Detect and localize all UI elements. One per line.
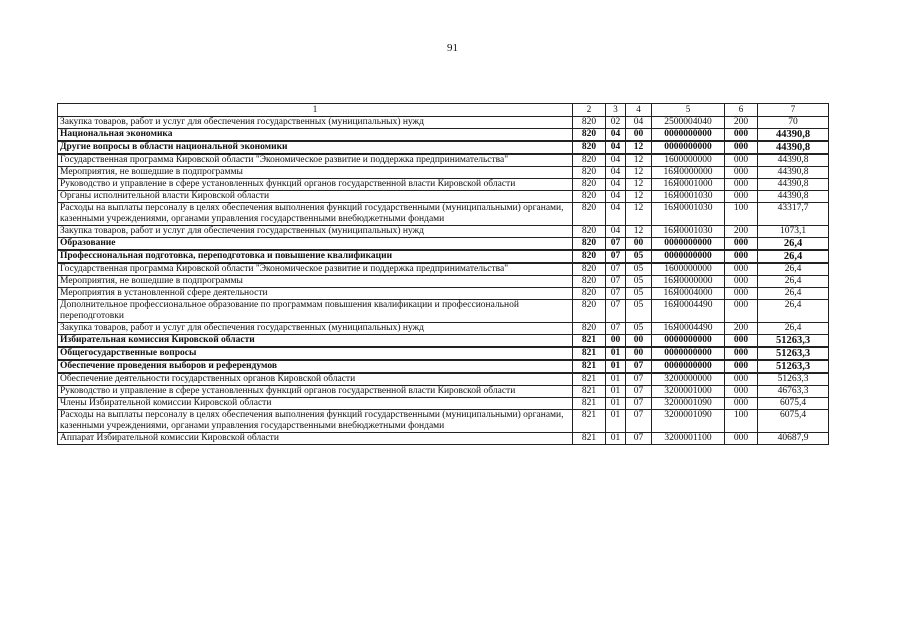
table-header-row <box>58 104 829 117</box>
cell-subsection: 12 <box>626 154 652 167</box>
cell-name: Образование <box>58 238 573 251</box>
cell-ministry: 820 <box>573 203 606 226</box>
col-header-name: 1 <box>58 104 573 117</box>
cell-ministry: 820 <box>573 117 606 129</box>
cell-ministry: 821 <box>573 360 606 373</box>
cell-amount: 46763,3 <box>758 386 829 398</box>
cell-ministry: 821 <box>573 347 606 360</box>
cell-subsection: 05 <box>626 288 652 300</box>
cell-ministry: 820 <box>573 250 606 263</box>
table-row <box>58 263 829 276</box>
cell-subsection: 00 <box>626 129 652 142</box>
cell-type: 000 <box>725 154 758 167</box>
cell-ministry: 821 <box>573 335 606 348</box>
cell-amount: 26,4 <box>758 288 829 300</box>
table-row <box>58 203 829 226</box>
cell-name: Государственная программа Кировской области "Экономическое развитие и поддержка предпринимательства" <box>58 154 573 167</box>
table-row <box>58 398 829 410</box>
cell-ministry: 820 <box>573 238 606 251</box>
table-row <box>58 323 829 335</box>
cell-target: 3200001090 <box>652 398 725 410</box>
cell-ministry: 820 <box>573 191 606 203</box>
cell-type: 000 <box>725 347 758 360</box>
cell-amount: 44390,8 <box>758 167 829 179</box>
table-row <box>58 191 829 203</box>
cell-name: Избирательная комиссия Кировской области <box>58 335 573 348</box>
cell-amount: 26,4 <box>758 323 829 335</box>
cell-section: 01 <box>606 398 626 410</box>
cell-section: 07 <box>606 323 626 335</box>
cell-amount: 51263,3 <box>758 360 829 373</box>
cell-section: 04 <box>606 191 626 203</box>
cell-subsection: 00 <box>626 347 652 360</box>
cell-subsection: 00 <box>626 335 652 348</box>
cell-type: 000 <box>725 386 758 398</box>
cell-subsection: 07 <box>626 360 652 373</box>
cell-subsection: 05 <box>626 250 652 263</box>
cell-target: 3200000000 <box>652 373 725 386</box>
cell-subsection: 05 <box>626 263 652 276</box>
cell-ministry: 821 <box>573 398 606 410</box>
cell-amount: 26,4 <box>758 263 829 276</box>
cell-section: 01 <box>606 386 626 398</box>
cell-name: Закупка товаров, работ и услуг для обеспечения государственных (муниципальных) нужд <box>58 323 573 335</box>
cell-type: 000 <box>725 238 758 251</box>
cell-section: 07 <box>606 238 626 251</box>
col-header-type: 6 <box>725 104 758 117</box>
cell-ministry: 821 <box>573 433 606 445</box>
cell-name: Дополнительное профессиональное образование по программам повышения квалификации и профессиональной переподготовки <box>58 300 573 323</box>
cell-section: 07 <box>606 250 626 263</box>
cell-target: 16Я0004490 <box>652 300 725 323</box>
cell-amount: 51263,3 <box>758 335 829 348</box>
cell-type: 000 <box>725 398 758 410</box>
cell-amount: 44390,8 <box>758 141 829 154</box>
table-row <box>58 129 829 142</box>
cell-type: 000 <box>725 373 758 386</box>
cell-section: 04 <box>606 167 626 179</box>
cell-amount: 70 <box>758 117 829 129</box>
cell-ministry: 821 <box>573 386 606 398</box>
cell-target: 1600000000 <box>652 154 725 167</box>
cell-type: 000 <box>725 360 758 373</box>
table-row <box>58 276 829 288</box>
cell-amount: 51263,3 <box>758 347 829 360</box>
col-header-target: 5 <box>652 104 725 117</box>
cell-type: 000 <box>725 141 758 154</box>
cell-target: 16Я0004490 <box>652 323 725 335</box>
cell-ministry: 820 <box>573 323 606 335</box>
cell-name: Национальная экономика <box>58 129 573 142</box>
table-row <box>58 288 829 300</box>
budget-table <box>57 103 829 445</box>
cell-amount: 26,4 <box>758 276 829 288</box>
cell-type: 000 <box>725 250 758 263</box>
cell-type: 000 <box>725 288 758 300</box>
cell-name: Руководство и управление в сфере установленных функций органов государственной власти Кировской области <box>58 386 573 398</box>
cell-name: Закупка товаров, работ и услуг для обеспечения государственных (муниципальных) нужд <box>58 117 573 129</box>
cell-name: Руководство и управление в сфере установленных функций органов государственной власти Кировской области <box>58 179 573 191</box>
cell-subsection: 12 <box>626 141 652 154</box>
cell-amount: 26,4 <box>758 238 829 251</box>
page-number: 91 <box>447 42 458 54</box>
cell-target: 1600000000 <box>652 263 725 276</box>
cell-section: 07 <box>606 288 626 300</box>
cell-type: 000 <box>725 263 758 276</box>
table-row <box>58 300 829 323</box>
table-row <box>58 335 829 348</box>
cell-name: Другие вопросы в области национальной экономики <box>58 141 573 154</box>
cell-target: 16Я0000000 <box>652 167 725 179</box>
cell-type: 200 <box>725 117 758 129</box>
cell-amount: 43317,7 <box>758 203 829 226</box>
cell-amount: 44390,8 <box>758 179 829 191</box>
cell-section: 07 <box>606 300 626 323</box>
cell-section: 07 <box>606 276 626 288</box>
cell-section: 04 <box>606 203 626 226</box>
cell-subsection: 12 <box>626 203 652 226</box>
table-row <box>58 179 829 191</box>
cell-ministry: 820 <box>573 129 606 142</box>
cell-type: 000 <box>725 300 758 323</box>
cell-section: 04 <box>606 141 626 154</box>
cell-subsection: 04 <box>626 117 652 129</box>
cell-ministry: 821 <box>573 410 606 433</box>
cell-amount: 6075,4 <box>758 410 829 433</box>
cell-target: 3200001090 <box>652 410 725 433</box>
cell-section: 01 <box>606 410 626 433</box>
cell-target: 0000000000 <box>652 347 725 360</box>
cell-target: 3200001100 <box>652 433 725 445</box>
cell-type: 000 <box>725 276 758 288</box>
cell-name: Мероприятия, не вошедшие в подпрограммы <box>58 276 573 288</box>
cell-subsection: 00 <box>626 238 652 251</box>
cell-ministry: 820 <box>573 154 606 167</box>
cell-amount: 40687,9 <box>758 433 829 445</box>
cell-type: 200 <box>725 226 758 238</box>
cell-subsection: 12 <box>626 179 652 191</box>
table-row <box>58 360 829 373</box>
cell-subsection: 07 <box>626 373 652 386</box>
cell-target: 0000000000 <box>652 238 725 251</box>
cell-target: 16Я0001000 <box>652 179 725 191</box>
table-row <box>58 250 829 263</box>
cell-amount: 6075,4 <box>758 398 829 410</box>
cell-type: 000 <box>725 129 758 142</box>
cell-section: 00 <box>606 335 626 348</box>
cell-section: 01 <box>606 373 626 386</box>
cell-subsection: 12 <box>626 226 652 238</box>
cell-section: 04 <box>606 226 626 238</box>
cell-section: 01 <box>606 347 626 360</box>
cell-subsection: 07 <box>626 398 652 410</box>
cell-target: 16Я0001030 <box>652 203 725 226</box>
cell-ministry: 820 <box>573 141 606 154</box>
table-row <box>58 238 829 251</box>
cell-name: Члены Избирательной комиссии Кировской области <box>58 398 573 410</box>
cell-name: Расходы на выплаты персоналу в целях обеспечения выполнения функций государственными (муниципальными) органами, казенными учреждениями, органами управления государственными внебюджетными фондами <box>58 410 573 433</box>
table-row <box>58 373 829 386</box>
cell-target: 0000000000 <box>652 250 725 263</box>
cell-section: 01 <box>606 433 626 445</box>
cell-name: Обеспечение проведения выборов и референдумов <box>58 360 573 373</box>
col-header-section: 3 <box>606 104 626 117</box>
cell-type: 100 <box>725 203 758 226</box>
cell-target: 0000000000 <box>652 141 725 154</box>
cell-target: 16Я0001030 <box>652 191 725 203</box>
cell-section: 04 <box>606 154 626 167</box>
table-row <box>58 347 829 360</box>
cell-name: Профессиональная подготовка, переподготовка и повышение квалификации <box>58 250 573 263</box>
cell-type: 000 <box>725 191 758 203</box>
cell-amount: 1073,1 <box>758 226 829 238</box>
cell-name: Закупка товаров, работ и услуг для обеспечения государственных (муниципальных) нужд <box>58 226 573 238</box>
cell-ministry: 820 <box>573 179 606 191</box>
cell-ministry: 820 <box>573 226 606 238</box>
table-row <box>58 141 829 154</box>
cell-name: Аппарат Избирательной комиссии Кировской области <box>58 433 573 445</box>
cell-amount: 44390,8 <box>758 129 829 142</box>
cell-target: 0000000000 <box>652 129 725 142</box>
cell-target: 2500004040 <box>652 117 725 129</box>
cell-name: Государственная программа Кировской области "Экономическое развитие и поддержка предпринимательства" <box>58 263 573 276</box>
cell-section: 04 <box>606 179 626 191</box>
cell-section: 02 <box>606 117 626 129</box>
cell-name: Расходы на выплаты персоналу в целях обеспечения выполнения функций государственными (муниципальными) органами, казенными учреждениями, органами управления государственными внебюджетными фондами <box>58 203 573 226</box>
cell-ministry: 820 <box>573 263 606 276</box>
cell-subsection: 07 <box>626 386 652 398</box>
cell-type: 000 <box>725 167 758 179</box>
cell-section: 07 <box>606 263 626 276</box>
cell-target: 16Я0001030 <box>652 226 725 238</box>
table-row <box>58 433 829 445</box>
cell-target: 16Я0000000 <box>652 276 725 288</box>
cell-name: Общегосударственные вопросы <box>58 347 573 360</box>
table-row <box>58 386 829 398</box>
cell-type: 000 <box>725 179 758 191</box>
cell-section: 04 <box>606 129 626 142</box>
cell-name: Мероприятия, не вошедшие в подпрограммы <box>58 167 573 179</box>
cell-subsection: 07 <box>626 433 652 445</box>
cell-section: 01 <box>606 360 626 373</box>
cell-ministry: 820 <box>573 288 606 300</box>
cell-type: 200 <box>725 323 758 335</box>
cell-amount: 26,4 <box>758 250 829 263</box>
cell-target: 16Я0004000 <box>652 288 725 300</box>
cell-name: Мероприятия в установленной сфере деятельности <box>58 288 573 300</box>
cell-ministry: 820 <box>573 276 606 288</box>
cell-subsection: 07 <box>626 410 652 433</box>
cell-subsection: 12 <box>626 167 652 179</box>
cell-subsection: 12 <box>626 191 652 203</box>
cell-type: 100 <box>725 410 758 433</box>
cell-amount: 51263,3 <box>758 373 829 386</box>
col-header-ministry: 2 <box>573 104 606 117</box>
cell-amount: 44390,8 <box>758 191 829 203</box>
table-row <box>58 117 829 129</box>
col-header-amount: 7 <box>758 104 829 117</box>
cell-ministry: 820 <box>573 300 606 323</box>
cell-target: 0000000000 <box>652 360 725 373</box>
table-row <box>58 410 829 433</box>
cell-name: Органы исполнительной власти Кировской области <box>58 191 573 203</box>
cell-subsection: 05 <box>626 300 652 323</box>
cell-target: 0000000000 <box>652 335 725 348</box>
cell-amount: 44390,8 <box>758 154 829 167</box>
cell-subsection: 05 <box>626 323 652 335</box>
col-header-subsection: 4 <box>626 104 652 117</box>
table-row <box>58 167 829 179</box>
cell-type: 000 <box>725 433 758 445</box>
cell-ministry: 820 <box>573 167 606 179</box>
cell-amount: 26,4 <box>758 300 829 323</box>
cell-type: 000 <box>725 335 758 348</box>
table-row <box>58 226 829 238</box>
cell-subsection: 05 <box>626 276 652 288</box>
cell-ministry: 821 <box>573 373 606 386</box>
cell-target: 3200001000 <box>652 386 725 398</box>
cell-name: Обеспечение деятельности государственных органов Кировской области <box>58 373 573 386</box>
table-row <box>58 154 829 167</box>
